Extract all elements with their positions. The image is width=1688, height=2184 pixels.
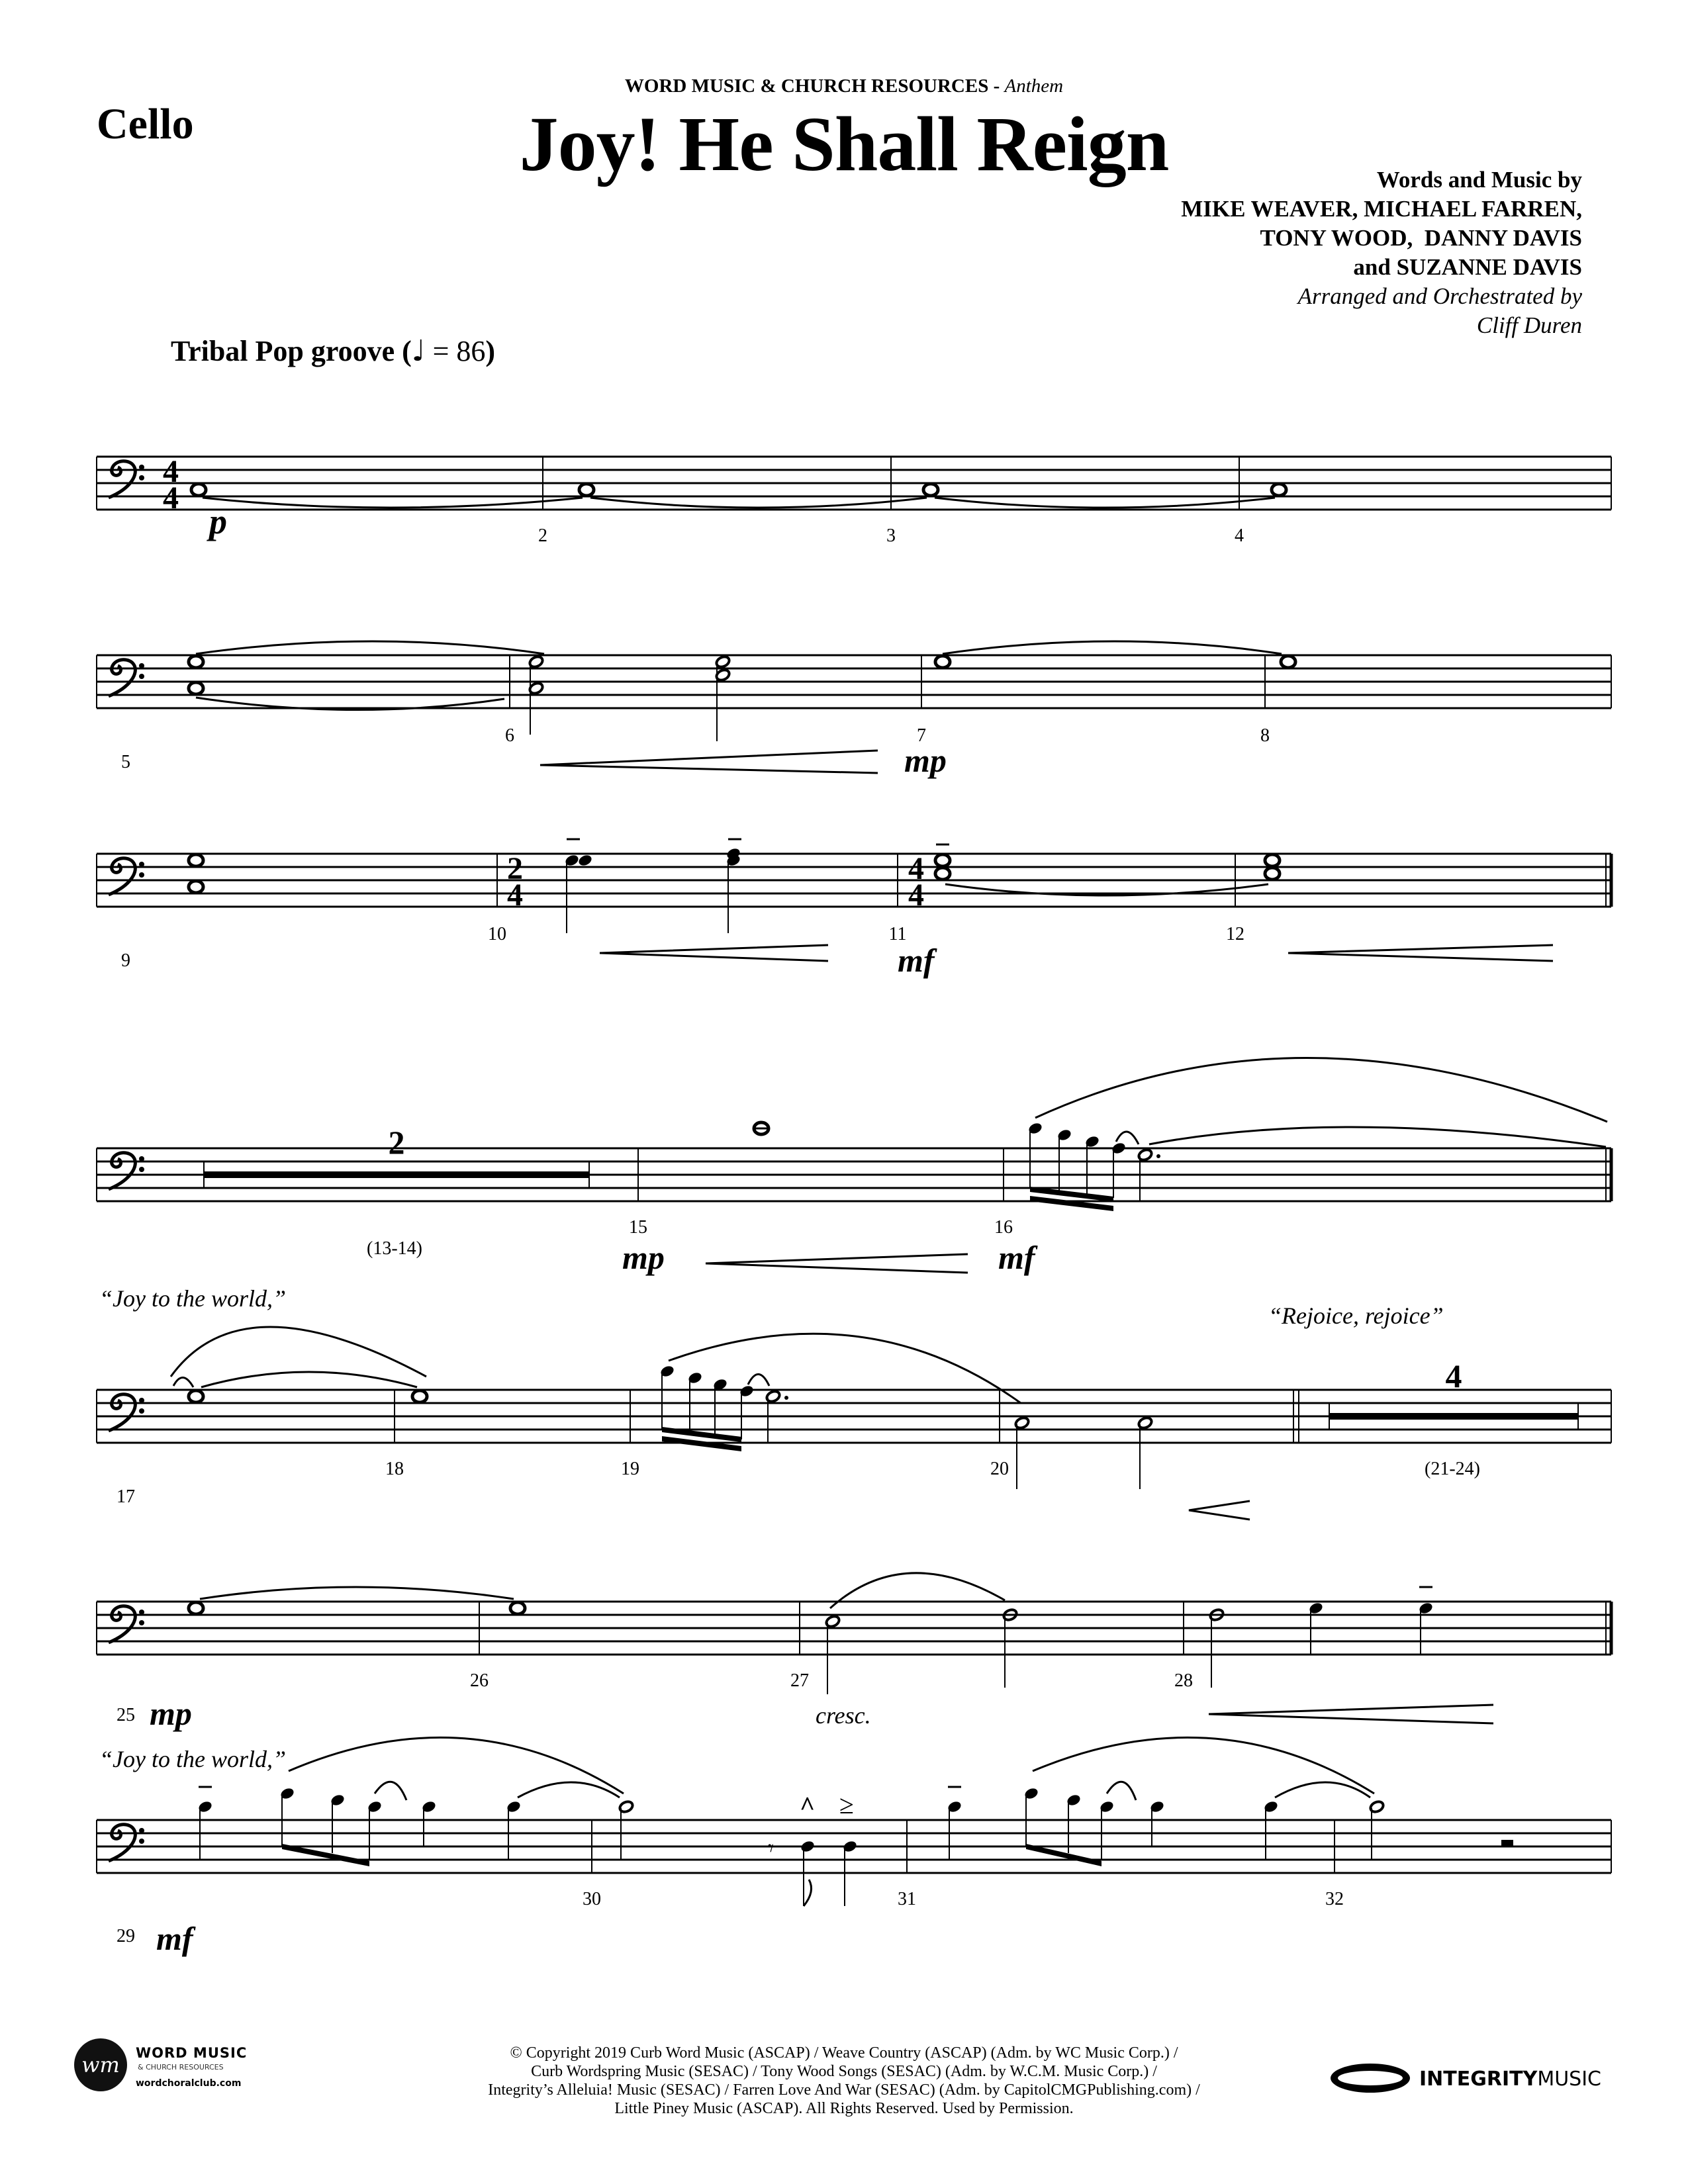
- wm-url: wordchoralclub.com: [136, 2078, 242, 2089]
- measure-number: 10: [488, 924, 506, 944]
- system-7: [97, 1737, 1611, 1957]
- copyright-line-3: Integrity’s Alleluia! Music (SESAC) / Farren Love And War (SESAC) (Adm. by CapitolCMGPublishing.com) /: [488, 2081, 1200, 2099]
- composers-line-3: and SUZANNE DAVIS: [1353, 254, 1582, 280]
- crescendo-hairpin: [706, 1254, 968, 1273]
- measure-number: 27: [790, 1670, 809, 1691]
- integrity-light: MUSIC: [1537, 2068, 1601, 2091]
- measure-number: 8: [1260, 725, 1270, 746]
- measure-number: 6: [505, 725, 514, 746]
- dynamic-p: p: [209, 502, 227, 541]
- measure-number: 25: [117, 1705, 135, 1725]
- measure-number: 31: [898, 1889, 916, 1909]
- measure-range: (13-14): [367, 1238, 422, 1259]
- tempo-close: ): [485, 335, 496, 367]
- crescendo-hairpin: [540, 751, 878, 773]
- time-sig-bottom: 4: [507, 878, 523, 913]
- time-sig-bottom: 4: [163, 480, 179, 516]
- publisher-name: WORD MUSIC & CHURCH RESOURCES: [624, 75, 989, 97]
- wm-monogram-icon: wm: [74, 2038, 127, 2091]
- measure-number: 9: [121, 950, 130, 971]
- multirest-count: 2: [388, 1124, 405, 1161]
- measure-number: 15: [629, 1217, 647, 1238]
- time-sig-top: 2: [507, 851, 523, 886]
- system-5: [97, 1285, 1611, 1520]
- measure-number: 28: [1174, 1670, 1193, 1691]
- system-6: [97, 1573, 1611, 1732]
- eighth-rest: 𝄾: [768, 1837, 774, 1861]
- quarter-note-icon: ♩: [411, 334, 426, 368]
- time-sig-top: 4: [908, 851, 924, 886]
- measure-number: 20: [990, 1459, 1009, 1479]
- dynamic-mf: mf: [898, 942, 935, 979]
- measure-number: 3: [886, 525, 896, 546]
- system-1: [97, 454, 1611, 546]
- arranged-label: Arranged and Orchestrated by: [1297, 283, 1582, 309]
- copyright-line-2: Curb Wordspring Music (SESAC) / Tony Wood Songs (SESAC) (Adm. by W.C.M. Music Corp.) /: [531, 2063, 1157, 2080]
- measure-number: 7: [917, 725, 926, 746]
- expression-cresc: cresc.: [816, 1702, 871, 1729]
- integrity-ring-icon: [1331, 2064, 1410, 2093]
- measure-number: 11: [888, 924, 907, 944]
- instrument-name: Cello: [97, 100, 194, 148]
- measure-number: 12: [1226, 924, 1244, 944]
- measure-number: 32: [1325, 1889, 1344, 1909]
- multirest-count: 4: [1445, 1357, 1462, 1394]
- integrity-bold: INTEGRITY: [1419, 2068, 1538, 2091]
- crescendo-hairpin: [1288, 945, 1553, 961]
- measure-range: (21-24): [1425, 1459, 1480, 1479]
- measure-number: 2: [538, 525, 547, 546]
- words-music-label: Words and Music by: [1376, 167, 1582, 193]
- measure-number: 5: [121, 752, 130, 772]
- tempo-bpm: 86: [456, 335, 486, 367]
- measure-number: 19: [621, 1459, 639, 1479]
- dynamic-mf: mf: [998, 1239, 1035, 1276]
- cue-text: “Joy to the world,”: [99, 1285, 287, 1312]
- dynamic-mp: mp: [904, 742, 947, 779]
- wm-name: WORD MUSIC: [136, 2045, 248, 2061]
- category: Anthem: [1004, 75, 1064, 97]
- tempo-equals: =: [425, 335, 457, 367]
- dynamic-mf: mf: [156, 1920, 193, 1957]
- composers-line-1: MIKE WEAVER, MICHAEL FARREN,: [1181, 196, 1582, 222]
- system-4: [97, 1058, 1611, 1276]
- integrity-wordmark: [1419, 2068, 1601, 2091]
- wm-sub: & CHURCH RESOURCES: [138, 2063, 224, 2071]
- measure-number: 30: [583, 1889, 601, 1909]
- copyright-line-4: Little Piney Music (ASCAP). All Rights Reserved. Used by Permission.: [614, 2100, 1074, 2117]
- accent-tenuto: ≥: [839, 1790, 854, 1819]
- arranger: Cliff Duren: [1476, 312, 1582, 338]
- crescendo-hairpin: [1209, 1705, 1493, 1723]
- dynamic-mp: mp: [150, 1695, 192, 1732]
- half-rest: [1501, 1840, 1513, 1846]
- system-2: [97, 641, 1611, 779]
- system-3: [97, 839, 1611, 979]
- copyright-line-1: © Copyright 2019 Curb Word Music (ASCAP) / Weave Country (ASCAP) (Adm. by WC Music Corp.) /: [510, 2044, 1178, 2062]
- measure-number: 29: [117, 1926, 135, 1946]
- cue-text: “Joy to the world,”: [99, 1746, 287, 1772]
- crescendo-hairpin: [600, 945, 828, 961]
- measure-number: 16: [994, 1217, 1013, 1238]
- measure-number: 26: [470, 1670, 489, 1691]
- integrity-music-logo: [1331, 2060, 1609, 2099]
- marcato-accent: ^: [800, 1791, 816, 1821]
- time-sig-bottom: 4: [908, 878, 924, 913]
- tempo-label: Tribal Pop groove (: [171, 335, 412, 367]
- cue-text: “Rejoice, rejoice”: [1268, 1302, 1444, 1329]
- publisher-separator: -: [988, 75, 1005, 97]
- measure-number: 4: [1235, 525, 1244, 546]
- time-sig-top: 4: [163, 454, 179, 489]
- dynamic-mp: mp: [622, 1239, 665, 1276]
- crescendo-hairpin: [1189, 1501, 1250, 1520]
- song-title: Joy! He Shall Reign: [519, 101, 1169, 187]
- measure-number: 18: [385, 1459, 404, 1479]
- measure-number: 17: [117, 1486, 135, 1507]
- composers-line-2: TONY WOOD, DANNY DAVIS: [1260, 225, 1582, 251]
